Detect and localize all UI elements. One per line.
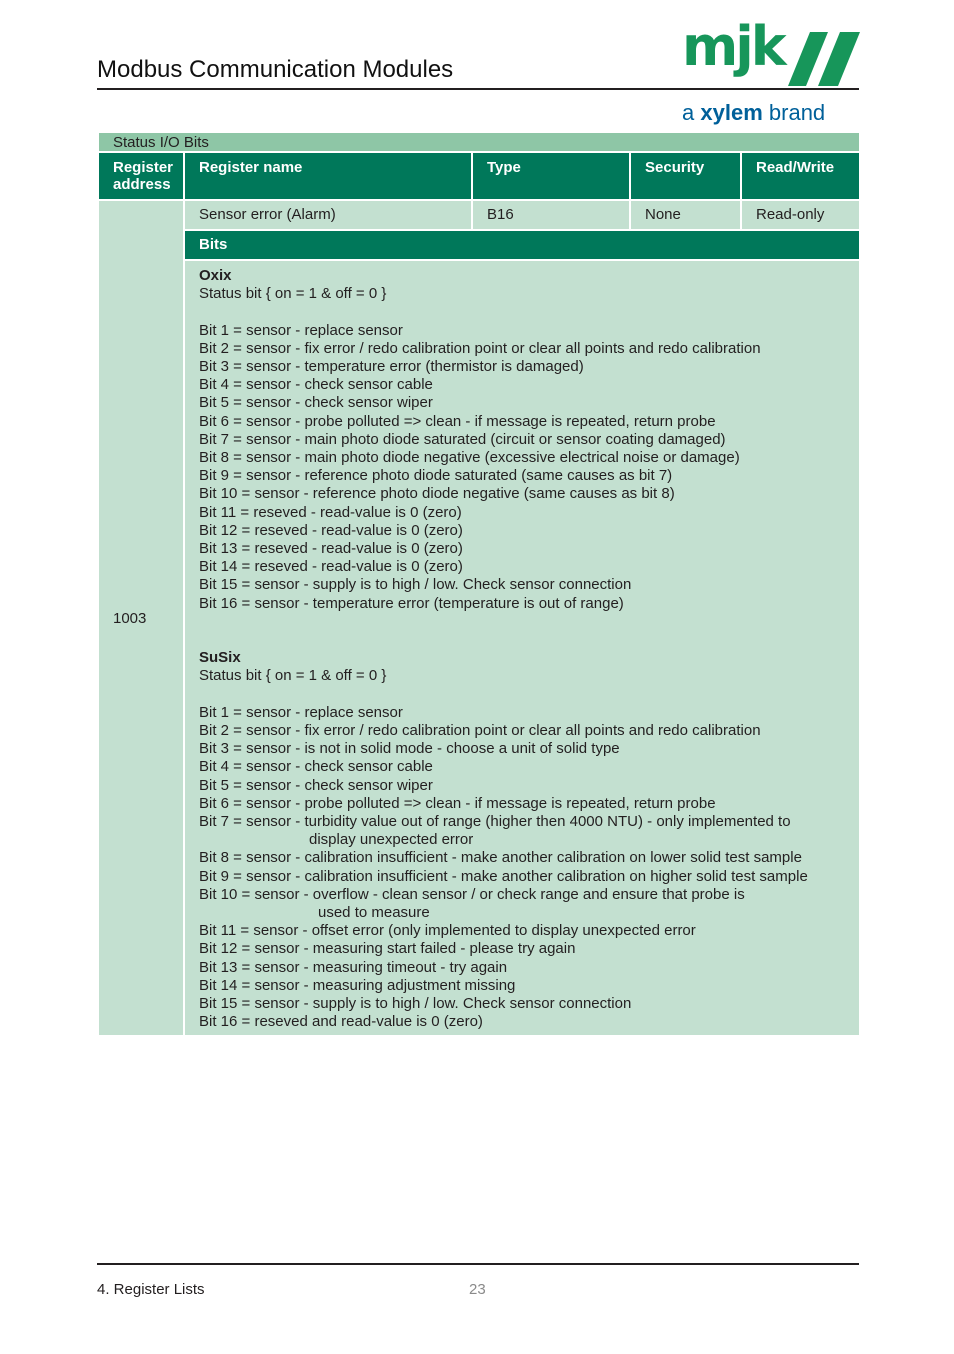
list-item: Bit 2 = sensor - fix error / redo calibration point or clear all points and redo calibration <box>199 722 761 740</box>
list-item: Bit 13 = sensor - measuring timeout - try again <box>199 958 508 976</box>
list-item: Bit 3 = sensor - temperature error (thermistor is damaged) <box>199 358 584 375</box>
list-item: Bit 8 = sensor - main photo diode negative (excessive electrical noise or damage) <box>199 449 740 467</box>
read-write-cell: Read-only <box>741 200 860 230</box>
list-item: Bit 2 = sensor - fix error / redo calibration point or clear all points and redo calibration <box>199 339 761 357</box>
list-item: Bit 16 = reseved and read-value is 0 (zero) <box>199 1013 483 1031</box>
bits-header: Bits <box>184 230 860 260</box>
list-item: Bit 4 = sensor - check sensor cable <box>199 758 433 776</box>
col-header-security: Security <box>630 152 741 200</box>
list-item: Bit 9 = sensor - calibration insufficient - make another calibration on higher solid test sample <box>199 867 808 885</box>
col-header-type: Type <box>472 152 630 200</box>
list-item: Bit 5 = sensor - check sensor wiper <box>199 776 433 794</box>
list-item: Bit 10 = sensor - reference photo diode negative (same causes as bit 8) <box>199 485 675 503</box>
list-item: Bit 16 = sensor - temperature error (temperature is out of range) <box>199 594 624 612</box>
section-title: Status I/O Bits <box>98 132 860 152</box>
logo-slashes-icon <box>788 32 860 86</box>
list-item: Bit 12 = sensor - measuring start failed - please try again <box>199 940 576 958</box>
register-address-cell: 1003 <box>98 200 184 1036</box>
logo-wordmark: mjk <box>682 15 784 78</box>
tagline-suffix: brand <box>768 100 826 125</box>
brand-logo <box>678 15 860 128</box>
list-item: Bit 8 = sensor - calibration insufficient - make another calibration on lower solid test sample <box>199 849 802 867</box>
susix-bit-list <box>199 704 845 1032</box>
list-item: Bit 14 = reseved - read-value is 0 (zero) <box>199 558 463 576</box>
list-item: Bit 15 = sensor - supply is to high / low. Check sensor connection <box>199 576 632 594</box>
list-item: Bit 5 = sensor - check sensor wiper <box>199 394 433 412</box>
oxix-status-line: Status bit { on = 1 & off = 0 } <box>199 285 387 303</box>
tagline-brand: xylem <box>700 100 763 125</box>
col-header-register-name: Register name <box>184 152 472 200</box>
list-item: Bit 13 = reseved - read-value is 0 (zero) <box>199 540 463 558</box>
tagline-prefix: a <box>682 100 695 125</box>
col-header-register-address: Register address <box>98 152 184 200</box>
list-item: Bit 3 = sensor - is not in solid mode - choose a unit of solid type <box>199 740 620 758</box>
footer-rule <box>97 1263 859 1265</box>
list-item: Bit 11 = reseved - read-value is 0 (zero) <box>199 503 462 521</box>
oxix-title: Oxix <box>199 267 232 284</box>
register-table <box>97 131 861 1037</box>
list-item: Bit 6 = sensor - probe polluted => clean - if message is repeated, return probe <box>199 412 716 430</box>
list-item: Bit 4 = sensor - check sensor cable <box>199 376 433 394</box>
list-item: Bit 11 = sensor - offset error (only implemented to display unexpected error <box>199 922 696 940</box>
list-item: Bit 10 = sensor - overflow - clean sensor / or check range and ensure that probe is <box>199 885 745 903</box>
document-title: Modbus Communication Modules <box>97 56 454 83</box>
susix-status-line: Status bit { on = 1 & off = 0 } <box>199 667 387 685</box>
logo-tagline <box>682 100 825 126</box>
list-item: Bit 12 = reseved - read-value is 0 (zero) <box>199 521 463 539</box>
list-item: Bit 1 = sensor - replace sensor <box>199 321 403 339</box>
list-item: Bit 7 = sensor - main photo diode saturated (circuit or sensor coating damaged) <box>199 430 726 448</box>
security-cell: None <box>630 200 741 230</box>
list-item: Bit 6 = sensor - probe polluted => clean - if message is repeated, return probe <box>199 794 716 812</box>
susix-title: SuSix <box>199 649 241 667</box>
list-item: Bit 7 = sensor - turbidity value out of range (higher then 4000 NTU) - only implemented to <box>199 813 791 831</box>
col-header-read-write: Read/Write <box>741 152 860 200</box>
list-item: Bit 1 = sensor - replace sensor <box>199 703 403 721</box>
list-item: Bit 14 = sensor - measuring adjustment missing <box>199 976 516 994</box>
list-item: Bit 9 = sensor - reference photo diode saturated (same causes as bit 7) <box>199 467 673 485</box>
page-number: 23 <box>469 1281 486 1298</box>
register-name-cell: Sensor error (Alarm) <box>184 200 472 230</box>
footer-section: 4. Register Lists <box>97 1281 205 1298</box>
list-item: Bit 15 = sensor - supply is to high / low. Check sensor connection <box>199 995 632 1013</box>
bits-description <box>184 260 860 1036</box>
list-item-continuation: display unexpected error <box>309 831 474 849</box>
oxix-bit-list <box>199 322 845 613</box>
list-item-continuation: used to measure <box>318 904 430 922</box>
type-cell: B16 <box>472 200 630 230</box>
